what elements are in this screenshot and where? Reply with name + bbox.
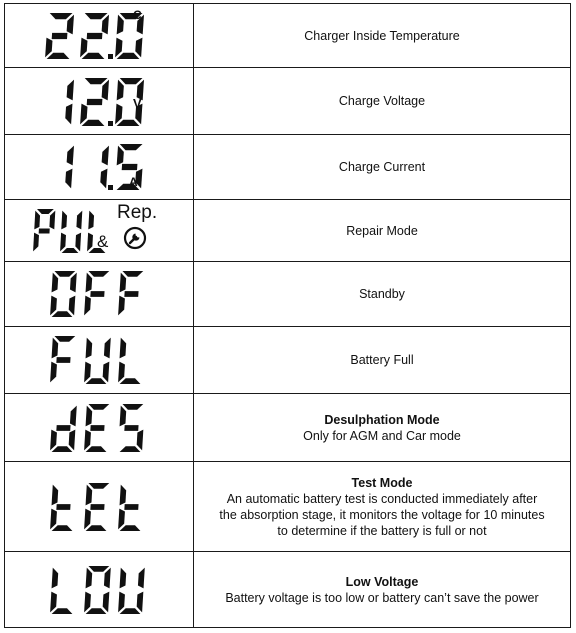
lcd-display-cell <box>5 262 194 327</box>
lcd-digit-2-segment-f <box>120 338 127 359</box>
lcd-digit-0-segment-e <box>50 591 57 612</box>
description-title: Desulphation Mode <box>324 412 440 427</box>
lcd-digit-0-segment-c <box>69 296 76 316</box>
row-description <box>194 394 571 462</box>
lcd-digit-0-segment-a <box>54 336 75 342</box>
lcd-digit-1-segment-f <box>86 338 93 359</box>
lcd-digit-1-segment-g <box>87 32 103 38</box>
table-row <box>5 262 571 327</box>
lcd-digit-0-segment-f <box>34 210 40 229</box>
description-line: Charge Voltage <box>338 94 426 108</box>
lcd-digit-1-segment-b <box>104 567 111 588</box>
description-line: to determine if the battery is full or not <box>277 523 487 538</box>
lcd-digit-1-segment-e <box>80 104 87 125</box>
lcd-digit-2-segment-e <box>118 508 125 529</box>
lcd-readout-low-voltage <box>44 561 154 619</box>
description-line: Battery voltage is too low or battery can’t save the power <box>225 590 539 605</box>
description-line: Standby <box>359 287 405 301</box>
lcd-digit-1-segment-c <box>100 169 107 189</box>
lcd-digit-1-segment-b <box>102 146 109 166</box>
description-line: Battery Full <box>350 353 414 367</box>
lcd-digit-1-segment-f <box>86 273 93 293</box>
lcd-digit-1-segment-b <box>102 14 109 34</box>
lcd-digit-0-segment-d <box>52 446 73 452</box>
table-row <box>5 200 571 262</box>
lcd-digit-0-segment-f <box>52 484 59 505</box>
description-line: Charger Inside Temperature <box>304 28 460 43</box>
lcd-digit-1-segment-g <box>87 99 103 105</box>
lcd-digit-1-segment-d <box>86 446 107 452</box>
table-row <box>5 552 571 628</box>
row-description <box>194 200 571 262</box>
lcd-digit-2-segment-c <box>137 429 144 450</box>
lcd-digit-1-segment-e <box>60 232 66 251</box>
lcd-digit-0-segment-d <box>52 608 73 614</box>
lcd-digit-0-segment-a <box>50 13 73 19</box>
row-description <box>194 327 571 394</box>
lcd-digit-2-segment-e <box>118 362 125 383</box>
lcd-digit-1-segment-a <box>88 566 109 572</box>
lcd-digit-1-segment-a <box>88 404 109 410</box>
lcd-digit-2-segment-e <box>118 591 125 612</box>
description-line: the absorption stage, it monitors the voltage for 10 minutes <box>219 507 545 522</box>
lcd-readout-desulphation <box>44 399 154 457</box>
lcd-digit-0-segment-g <box>39 228 50 233</box>
lcd-digit-1-segment-d <box>86 608 107 614</box>
lcd-digit-2-segment-f <box>88 210 94 229</box>
lcd-display-cell <box>5 327 194 394</box>
lcd-digit-2-segment-d <box>120 608 141 614</box>
lcd-digit-1-segment-f <box>86 484 93 505</box>
lcd-digit-1-segment-c <box>103 591 110 612</box>
lcd-digit-0-segment-g <box>52 32 68 38</box>
lcd-digit-2-segment-f <box>120 273 127 293</box>
lcd-digit-2-segment-g <box>124 291 138 297</box>
row-description <box>194 462 571 552</box>
rep-label: Rep. <box>117 202 158 223</box>
row-description <box>194 552 571 628</box>
lcd-digit-1-segment-a <box>88 483 109 489</box>
lcd-digit-1-segment-d <box>62 248 79 253</box>
lcd-digit-2-segment-a <box>122 271 143 277</box>
lcd-digit-2-segment-a <box>122 404 143 410</box>
lcd-digit-1-segment-f <box>86 405 93 426</box>
lcd-display-cell <box>5 68 194 135</box>
lcd-decimal-point <box>108 185 113 190</box>
lcd-digit-1-segment-e <box>84 429 91 450</box>
lcd-digit-2-segment-d <box>120 446 141 452</box>
lcd-legend-table <box>4 3 571 628</box>
row-description <box>194 135 571 200</box>
lcd-digit-0-segment-f <box>52 273 59 293</box>
lcd-digit-2-segment-f <box>117 80 124 101</box>
lcd-digit-2-segment-b <box>138 567 145 588</box>
lcd-digit-2-segment-d <box>117 52 140 58</box>
description-title: Low Voltage <box>345 574 419 589</box>
table-row <box>5 135 571 200</box>
lcd-digit-1-segment-e <box>84 508 91 529</box>
lcd-display-cell <box>5 394 194 462</box>
lcd-digit-1-segment-g <box>90 425 104 431</box>
lcd-digit-1-segment-e <box>84 591 91 612</box>
lcd-digit-0-segment-e <box>45 37 52 57</box>
lcd-digit-1-segment-c <box>103 362 110 383</box>
lcd-digit-2-segment-f <box>120 567 127 588</box>
lcd-digit-2-segment-c <box>135 37 142 57</box>
lcd-display-cell <box>5 552 194 628</box>
lcd-digit-0-segment-g <box>56 357 70 363</box>
lcd-digit-1-segment-b <box>104 338 111 359</box>
lcd-digit-0-segment-e <box>50 429 57 450</box>
table-row <box>5 394 571 462</box>
lcd-digit-2-segment-e <box>87 232 93 251</box>
lcd-digit-0-segment-d <box>52 311 73 317</box>
lcd-digit-1-segment-f <box>61 210 67 229</box>
row-description <box>194 4 571 68</box>
unit-celsius-label: C <box>133 8 142 22</box>
lcd-digit-1-segment-e <box>80 37 87 57</box>
lcd-digit-0-segment-b <box>49 210 55 229</box>
lcd-digit-1-segment-c <box>75 232 81 251</box>
lcd-digit-2-segment-g <box>122 164 138 170</box>
lcd-digit-2-segment-f <box>117 14 124 34</box>
lcd-digit-0-segment-c <box>65 169 72 189</box>
lcd-digit-2-segment-f <box>117 146 124 166</box>
lcd-digit-1-segment-g <box>90 291 104 297</box>
table-row <box>5 4 571 68</box>
table-row <box>5 327 571 394</box>
lcd-digit-0-segment-e <box>50 508 57 529</box>
lcd-readout-standby <box>44 266 154 322</box>
lcd-digit-2-segment-a <box>120 78 143 84</box>
lcd-digit-1-segment-e <box>84 296 91 316</box>
lcd-digit-1-segment-b <box>102 80 109 101</box>
description-line: Only for AGM and Car mode <box>303 428 461 443</box>
lcd-digit-2-segment-f <box>120 405 127 426</box>
lcd-decimal-point <box>108 54 113 59</box>
lcd-digit-0-segment-e <box>33 232 39 251</box>
description-line: Charge Current <box>338 160 426 174</box>
lcd-digit-1-segment-b <box>76 210 82 229</box>
lcd-digit-0-segment-a <box>54 271 75 277</box>
lcd-digit-1-segment-e <box>84 362 91 383</box>
description-title: Test Mode <box>351 475 413 490</box>
lcd-readout-full <box>44 331 154 389</box>
lcd-digit-1-segment-g <box>90 504 104 510</box>
lcd-digit-0-segment-f <box>52 567 59 588</box>
lcd-digit-2-segment-g <box>124 425 138 431</box>
lcd-digit-0-segment-f <box>52 338 59 359</box>
table-row <box>5 462 571 552</box>
row-description <box>194 262 571 327</box>
table-row <box>5 68 571 135</box>
lcd-digit-2-segment-a <box>120 144 143 150</box>
lcd-digit-2-segment-e <box>115 37 122 57</box>
lcd-readout-current <box>39 139 159 195</box>
lcd-digit-0-segment-d <box>52 525 73 531</box>
lcd-digit-1-segment-d <box>82 52 105 58</box>
lcd-digit-0-segment-b <box>70 405 77 426</box>
row-description <box>194 68 571 135</box>
lcd-digit-0-segment-g <box>56 504 70 510</box>
lcd-digit-1-segment-d <box>82 120 105 126</box>
lcd-readout-test <box>44 478 154 536</box>
lcd-digit-2-segment-d <box>120 525 141 531</box>
lcd-display-cell <box>5 4 194 68</box>
lcd-decimal-point <box>108 121 113 126</box>
lcd-digit-0-segment-b <box>67 14 74 34</box>
lcd-digit-0-segment-b <box>70 273 77 293</box>
unit-volt-label: V <box>133 96 142 111</box>
description-line: An automatic battery test is conducted immediately after <box>226 491 538 506</box>
lcd-digit-0-segment-b <box>67 80 74 101</box>
lcd-digit-0-segment-b <box>67 146 74 166</box>
lcd-display-cell <box>5 135 194 200</box>
unit-amp-label: A <box>129 175 138 189</box>
lcd-digit-0-segment-g <box>56 425 70 431</box>
lcd-digit-1-segment-a <box>85 13 108 19</box>
lcd-digit-2-segment-f <box>120 484 127 505</box>
lcd-digit-2-segment-d <box>120 378 141 384</box>
lcd-digit-0-segment-d <box>47 52 70 58</box>
lcd-digit-1-segment-d <box>86 378 107 384</box>
lcd-digit-2-segment-d <box>117 120 140 126</box>
lcd-digit-0-segment-e <box>50 296 57 316</box>
lcd-digit-0-segment-e <box>50 362 57 383</box>
lcd-digit-2-segment-e <box>115 104 122 125</box>
description-line: Repair Mode <box>346 223 418 238</box>
repair-wrench-icon <box>123 226 147 250</box>
lcd-digit-0-segment-c <box>69 429 76 450</box>
lcd-display-cell <box>5 462 194 552</box>
lcd-digit-1-segment-d <box>86 525 107 531</box>
lcd-digit-2-segment-e <box>118 296 125 316</box>
lcd-digit-2-segment-c <box>137 591 144 612</box>
lcd-digit-1-segment-f <box>86 567 93 588</box>
lcd-digit-2-segment-g <box>124 504 138 510</box>
ampersand-label: & <box>97 232 109 251</box>
lcd-display-cell <box>5 200 194 262</box>
lcd-digit-1-segment-a <box>85 78 108 84</box>
lcd-digit-0-segment-c <box>65 104 72 125</box>
lcd-digit-0-segment-a <box>37 209 54 214</box>
lcd-digit-1-segment-a <box>88 271 109 277</box>
